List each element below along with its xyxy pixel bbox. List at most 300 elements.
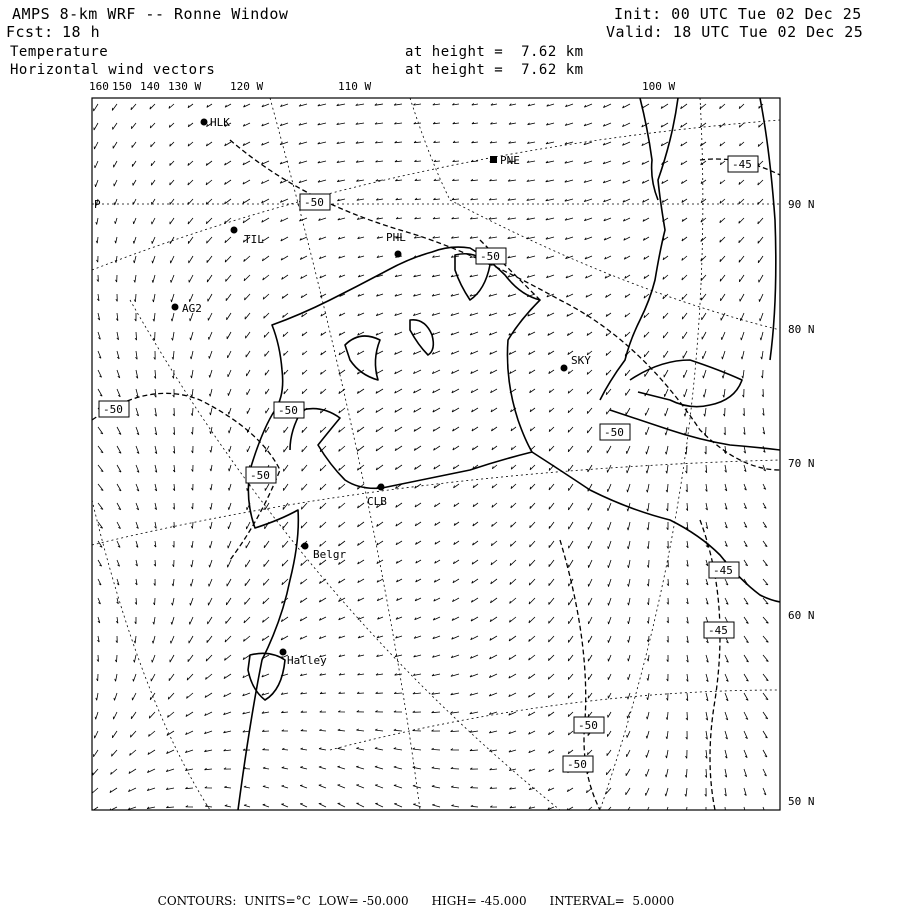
wind-vector (608, 674, 611, 680)
wind-vector (243, 693, 250, 696)
wind-vector (172, 598, 174, 605)
wind-vector (376, 294, 383, 296)
wind-vector (472, 427, 478, 431)
wind-vector (471, 805, 478, 807)
wind-vector (415, 465, 422, 470)
wind-vector (744, 465, 746, 472)
wind-vector (763, 674, 768, 681)
graticule-lon-a (270, 98, 420, 810)
wind-vector (451, 767, 459, 769)
wind-vector (687, 560, 689, 567)
wind-vector (300, 636, 307, 639)
wind-vector (227, 560, 231, 567)
wind-vector (510, 806, 516, 808)
wind-vector (172, 351, 174, 359)
wind-vector (172, 332, 174, 340)
wind-vector (508, 313, 516, 316)
wind-vector (97, 294, 99, 301)
wind-vector (642, 142, 649, 146)
wind-vector (282, 275, 288, 279)
wind-vector (337, 180, 345, 182)
wind-vector (224, 693, 231, 697)
wind-vector (661, 123, 668, 127)
wind-vector (433, 617, 440, 620)
wind-vector (358, 598, 364, 601)
wind-vector (565, 142, 573, 144)
wind-vector (261, 180, 269, 184)
wind-vector (95, 180, 98, 187)
wind-vector (490, 122, 497, 124)
wind-vector (724, 427, 725, 435)
wind-vector (665, 807, 668, 815)
wind-vector (209, 541, 212, 548)
contour-label (728, 156, 758, 172)
wind-vector (356, 161, 364, 163)
wind-vector (664, 389, 668, 397)
wind-vector (603, 123, 611, 126)
wind-vector (356, 729, 364, 731)
wind-vector (568, 636, 573, 643)
wind-vector (588, 446, 592, 453)
wind-vector (549, 484, 554, 490)
wind-vector (167, 750, 175, 754)
wind-vector (136, 503, 139, 510)
wind-vector (302, 446, 307, 452)
wind-vector (706, 655, 708, 662)
contours-label: CONTOURS: (157, 894, 237, 908)
wind-vector (191, 541, 193, 548)
wind-vector (282, 730, 288, 731)
wind-vector (280, 104, 288, 107)
wind-vector (395, 179, 402, 181)
wind-vector (510, 560, 516, 566)
wind-vector (416, 579, 421, 582)
wind-vector (207, 104, 212, 107)
wind-vector (724, 807, 726, 815)
wind-vector (262, 199, 270, 203)
wind-vector (320, 427, 326, 433)
wind-vector (451, 294, 459, 296)
wind-vector (509, 788, 516, 790)
wind-vector (117, 370, 120, 378)
wind-vector (471, 617, 478, 621)
wind-vector (262, 674, 269, 677)
station-label: CLB (367, 495, 387, 508)
wind-vector (547, 104, 554, 106)
wind-vector (758, 161, 763, 166)
wind-vector (338, 711, 345, 712)
wind-vector (565, 199, 573, 201)
wind-vector (721, 294, 726, 301)
wind-vector (681, 142, 687, 146)
wind-vector (262, 218, 269, 222)
wind-vector (739, 218, 744, 223)
wind-vector (624, 256, 630, 259)
wind-vector (188, 123, 193, 127)
wind-vector (549, 427, 554, 432)
longitude-label: 110 W (338, 80, 372, 93)
wind-vector (339, 275, 345, 277)
wind-vector (686, 731, 687, 739)
wind-vector (395, 370, 402, 374)
wind-vector (320, 674, 326, 676)
wind-vector (136, 408, 139, 416)
wind-vector (319, 579, 326, 584)
wind-vector (741, 351, 744, 359)
wind-vector (283, 541, 289, 548)
wind-vector (152, 275, 155, 283)
wind-vector (511, 522, 516, 527)
contour-label (563, 756, 593, 772)
wind-vector (96, 218, 98, 225)
wind-vector (472, 560, 478, 564)
wind-vector (546, 256, 554, 259)
wind-vector (763, 484, 766, 489)
wind-vector (489, 275, 497, 277)
wind-vector (210, 484, 212, 490)
station-marker-pne (490, 156, 497, 163)
wind-vector (527, 142, 535, 144)
wind-vector (603, 180, 611, 183)
wind-vector (549, 617, 554, 623)
wind-vector (376, 313, 383, 316)
wind-vector (472, 408, 479, 412)
wind-vector (763, 636, 768, 642)
wind-vector (489, 237, 497, 239)
wind-vector (587, 370, 592, 375)
wind-vector (415, 617, 421, 620)
wind-vector (642, 180, 649, 183)
wind-vector (661, 142, 668, 146)
wind-vector (208, 332, 212, 340)
graticule (92, 98, 780, 810)
wind-vector (510, 598, 516, 604)
svg-text:-50: -50 (103, 403, 123, 416)
wind-vector (758, 218, 763, 224)
wind-vector (339, 617, 345, 620)
wind-vector (376, 179, 383, 181)
wind-vector (228, 389, 231, 396)
wind-vector (377, 617, 383, 619)
wind-vector (432, 693, 440, 695)
wind-vector (166, 769, 174, 772)
wind-vector (647, 579, 649, 586)
wind-vector (338, 237, 345, 239)
wind-vector (625, 370, 630, 376)
wind-vector (301, 730, 307, 732)
wind-vector (208, 313, 212, 321)
wind-vector (744, 598, 748, 604)
wind-vector (229, 427, 232, 433)
wind-vector (706, 579, 708, 585)
wind-vector (762, 389, 763, 397)
wind-vector (206, 218, 212, 224)
wind-vector (725, 655, 728, 662)
wind-vector (413, 804, 421, 807)
wind-vector (300, 617, 307, 621)
wind-vector (94, 750, 99, 757)
wind-vector (569, 560, 573, 567)
wind-vector (115, 218, 117, 224)
wind-vector (357, 427, 364, 432)
wind-vector (451, 674, 459, 676)
wind-vector (414, 446, 421, 451)
wind-vector (376, 427, 383, 432)
wind-vector (720, 256, 725, 262)
wind-vector (320, 522, 326, 528)
wind-vector (725, 769, 727, 777)
wind-vector (151, 142, 155, 147)
wind-vector (375, 748, 383, 751)
wind-vector (491, 579, 497, 584)
wind-vector (96, 693, 98, 700)
wind-vector (565, 237, 573, 240)
wind-vector (375, 729, 383, 731)
wind-vector (170, 161, 174, 166)
wind-vector (568, 446, 573, 452)
forecast-label: Fcst: (6, 23, 54, 41)
wind-vector (549, 769, 554, 772)
wind-vector (740, 142, 745, 146)
wind-vector (358, 636, 364, 638)
wind-vector (644, 256, 649, 259)
wind-vector (435, 560, 440, 563)
wind-vector (228, 370, 231, 377)
wind-vector (339, 484, 345, 490)
contour-legend (150, 880, 674, 908)
wind-vector (548, 655, 554, 661)
wind-vector (319, 766, 326, 769)
wind-vector (529, 370, 535, 374)
wind-vector (725, 788, 727, 796)
wind-vector (188, 180, 193, 185)
wind-vector (244, 786, 250, 788)
wind-vector (511, 484, 516, 489)
wind-vector (281, 256, 288, 260)
wind-vector (264, 332, 269, 338)
wind-vector (357, 692, 364, 694)
wind-vector (396, 217, 402, 219)
svg-text:-50: -50 (250, 469, 270, 482)
wind-vector (299, 180, 307, 183)
wind-vector (667, 655, 668, 662)
wind-vector (702, 313, 706, 320)
wind-vector (568, 712, 573, 717)
wind-vector (414, 389, 422, 393)
wind-vector (530, 503, 535, 509)
wind-vector (645, 807, 649, 815)
wind-vector (205, 768, 213, 770)
wind-vector (414, 236, 421, 238)
wind-vector (191, 370, 193, 378)
wind-vector (377, 237, 383, 239)
wind-vector (394, 766, 402, 769)
wind-vector (529, 598, 535, 604)
wind-vector (320, 692, 326, 694)
wind-vector (339, 256, 345, 258)
wind-vector (470, 332, 478, 335)
wind-vector (153, 598, 155, 605)
wind-vector (98, 446, 103, 453)
wind-vector (152, 636, 155, 643)
wind-vector (98, 313, 100, 320)
wind-vector (337, 142, 345, 144)
wind-vector (115, 674, 117, 681)
wind-vector (646, 750, 649, 758)
wind-vector (210, 465, 212, 471)
wind-vector (394, 122, 402, 124)
wind-vector (130, 731, 136, 737)
wind-vector (603, 104, 611, 108)
wind-vector (451, 712, 459, 714)
wind-vector (95, 161, 98, 168)
wind-vector (509, 731, 516, 734)
wind-vector (607, 731, 611, 737)
wind-vector (415, 541, 421, 545)
wind-vector (744, 674, 748, 681)
wind-vector (282, 579, 288, 585)
wind-vector (413, 692, 421, 694)
wind-vector (453, 465, 459, 469)
wind-vector (394, 785, 402, 788)
wind-vector (263, 749, 270, 751)
forecast-hour: 18 h (62, 23, 101, 41)
wind-vector (744, 522, 747, 527)
wind-vector (301, 692, 308, 694)
wind-vector (603, 142, 611, 145)
map-frame (92, 98, 780, 810)
wind-vector (134, 636, 136, 643)
wind-vector (136, 389, 138, 397)
wind-vector (191, 389, 193, 397)
wind-vector (339, 598, 346, 602)
wind-vector (147, 769, 155, 773)
wind-vector (725, 579, 728, 585)
wind-vector (725, 598, 728, 604)
wind-vector (763, 541, 767, 547)
wind-vector (168, 712, 175, 718)
wind-vector (413, 674, 421, 676)
wind-vector (413, 351, 421, 354)
wind-vector (489, 179, 497, 181)
height-temperature: at height = 7.62 km (405, 44, 584, 60)
wind-vector (98, 465, 103, 472)
wind-vector (283, 332, 288, 337)
wind-vector (508, 294, 516, 297)
wind-vector (98, 389, 102, 396)
wind-vector (339, 503, 345, 509)
wind-vector (606, 370, 611, 375)
wind-vector (262, 693, 269, 695)
wind-vector (508, 180, 516, 182)
wind-vector (489, 218, 497, 220)
wind-vector (339, 692, 345, 694)
wind-vector (566, 294, 573, 297)
wind-vector (453, 579, 459, 583)
wind-vector (318, 180, 326, 182)
wind-vector (395, 408, 402, 412)
wind-vector (565, 218, 573, 220)
wind-vector (245, 294, 251, 300)
wind-vector (152, 655, 155, 662)
wind-vector (510, 541, 516, 546)
wind-vector (97, 655, 99, 662)
wind-vector (98, 522, 103, 528)
wind-vector (155, 446, 157, 454)
south-pole-marker: P (94, 198, 101, 211)
wind-vector (472, 103, 478, 105)
wind-vector (434, 598, 440, 601)
wind-vector (565, 104, 573, 107)
wind-vector (357, 199, 364, 201)
wind-vector (191, 408, 193, 416)
wind-vector (302, 465, 307, 471)
wind-vector (509, 674, 516, 678)
wind-vector (763, 750, 767, 757)
wind-vector (152, 180, 156, 185)
wind-vector (646, 769, 649, 777)
wind-vector (281, 617, 288, 622)
wind-vector (432, 275, 440, 277)
wind-vector (357, 711, 364, 713)
wind-vector (682, 237, 687, 241)
wind-vector (585, 256, 592, 259)
wind-vector (623, 104, 631, 108)
wind-vector (683, 351, 687, 358)
wind-vector (646, 465, 649, 473)
wind-vector (470, 674, 478, 677)
wind-vector (568, 408, 573, 413)
wind-vector (647, 712, 650, 719)
svg-text:-45: -45 (713, 564, 733, 577)
station-marker-ag2 (172, 304, 179, 311)
wind-vector (246, 351, 250, 357)
contours-high: HIGH= -45.000 (431, 894, 527, 908)
wind-vector (245, 313, 250, 319)
wind-vector (173, 503, 175, 509)
wind-vector (191, 427, 193, 434)
wind-vector (549, 522, 554, 529)
wind-vector (453, 122, 459, 124)
contour-label (709, 562, 739, 578)
wind-vector (569, 484, 574, 491)
wind-vector (725, 465, 727, 472)
wind-vector (377, 636, 383, 638)
wind-vector (133, 218, 136, 224)
wind-vector (337, 123, 345, 125)
wind-vector (490, 598, 497, 603)
wind-vector (682, 256, 687, 261)
wind-vector (132, 161, 136, 167)
wind-vector (282, 767, 288, 769)
contour-label (476, 248, 506, 264)
wind-vector (266, 408, 269, 413)
wind-vector (396, 579, 402, 582)
wind-vector (339, 673, 345, 675)
wind-vector (584, 104, 592, 107)
wind-vector (173, 427, 175, 435)
longitude-label: 150 (112, 80, 132, 93)
wind-vector (453, 141, 459, 143)
wind-vector (207, 237, 212, 243)
wind-vector (433, 236, 440, 238)
wind-vector (452, 103, 459, 105)
wind-vector (744, 693, 748, 700)
wind-vector (548, 807, 554, 810)
wind-vector (549, 446, 554, 451)
wind-vector (565, 180, 573, 182)
svg-text:-50: -50 (304, 196, 324, 209)
